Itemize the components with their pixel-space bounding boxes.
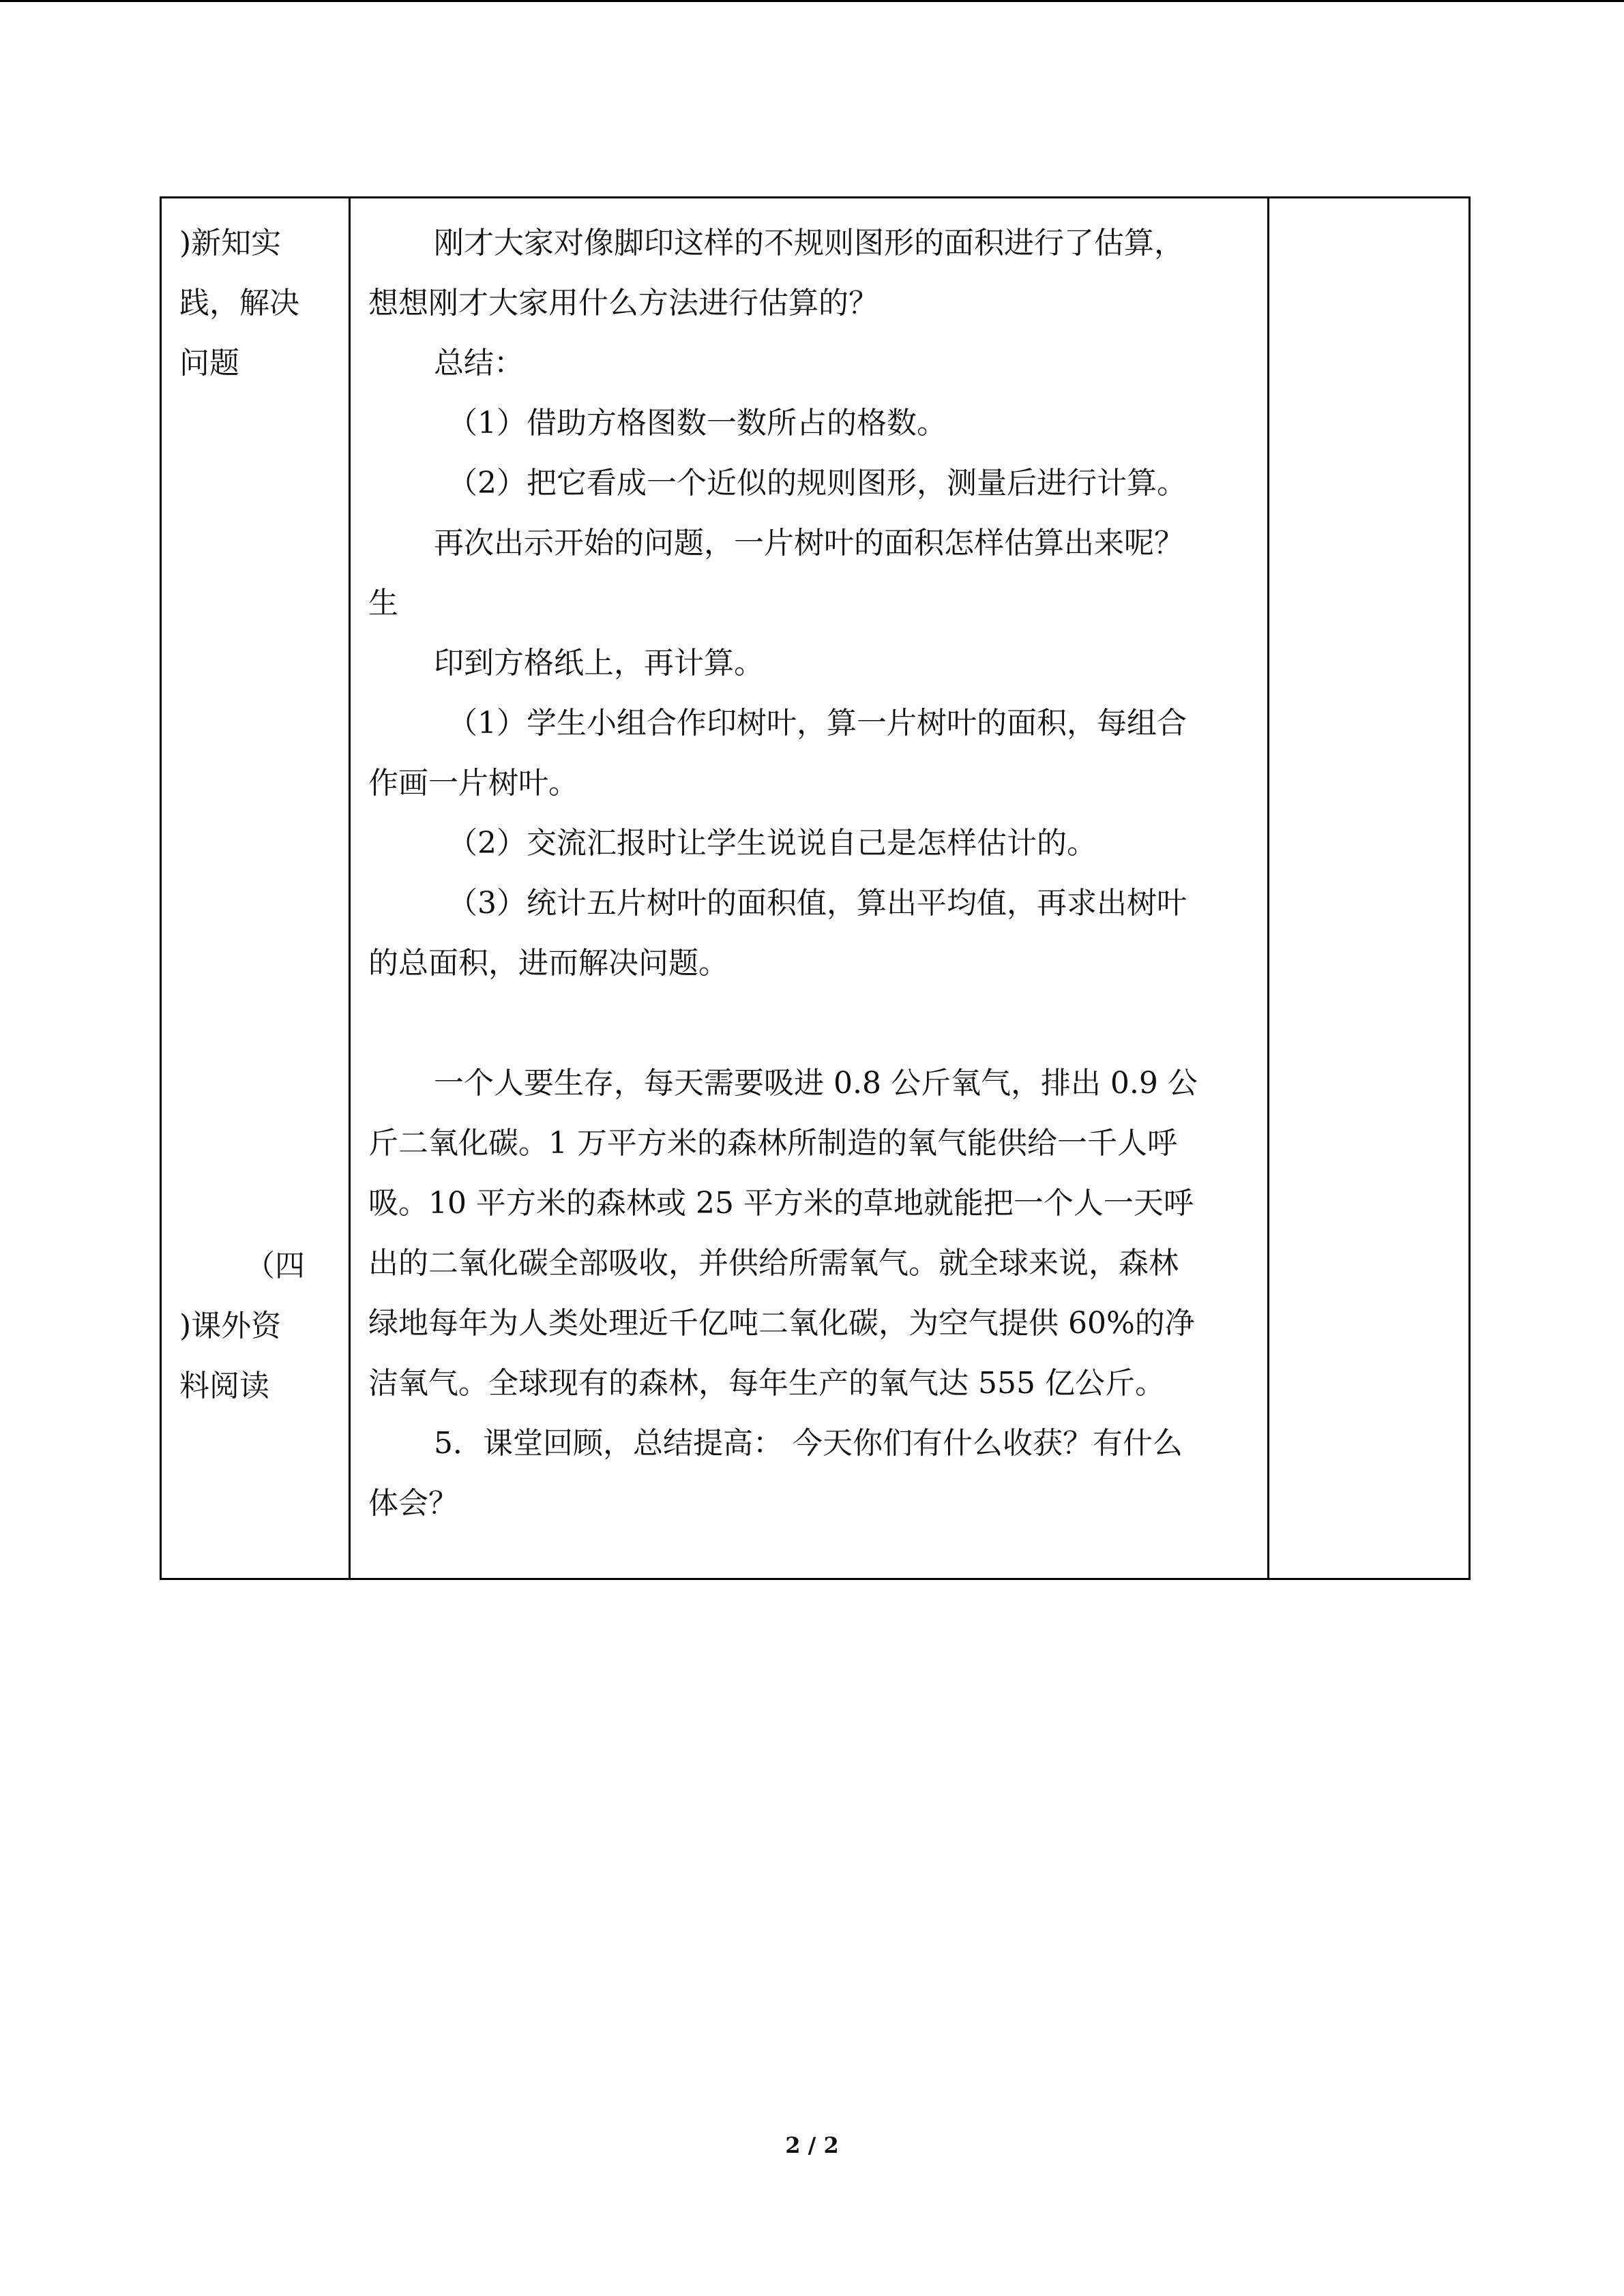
paragraph-line: 再次出示开始的问题，一片树叶的面积怎样估算出来呢？ [434,526,1184,561]
reading-line: 斤二氧化碳。1 万平方米的森林所制造的氧气能供给一千人呼 [368,1126,1177,1161]
reading-line: 出的二氧化碳全部吸收，并供给所需氧气。就全球来说，森林 [368,1246,1179,1281]
method-item: （2）把它看成一个近似的规则图形，测量后进行计算。 [447,466,1187,501]
notes-cell [1269,198,1470,1579]
reading-line: 吸。10 平方米的森林或 25 平方米的草地就能把一个人一天呼 [368,1186,1194,1221]
step-label-cell [161,198,350,1579]
review-line: 5．课堂回顾，总结提高： 今天你们有什么收获？有什么 [434,1426,1183,1461]
section-3-label: )新知实 践，解决 问题 [179,226,299,381]
lesson-plan-table [160,196,1471,1580]
review-line: 体会？ [368,1486,458,1521]
reading-line: 一个人要生存，每天需要吸进 0.8 公斤氧气，排出 0.9 公 [434,1066,1198,1101]
step-item: 作画一片树叶。 [368,766,578,801]
step-item: （2）交流汇报时让学生说说自己是怎样估计的。 [447,826,1097,861]
paragraph-line: 印到方格纸上，再计算。 [434,646,764,681]
step-item: （3）统计五片树叶的面积值，算出平均值，再求出树叶 [447,886,1187,921]
summary-label: 总结： [434,346,524,381]
paragraph-line: 刚才大家对像脚印这样的不规则图形的面积进行了估算， [434,226,1184,260]
paragraph-line: 想想刚才大家用什么方法进行估算的？ [368,286,879,320]
reading-line: 绿地每年为人类处理近千亿吨二氧化碳，为空气提供 60%的净 [368,1306,1195,1341]
step-item: （1）学生小组合作印树叶，算一片树叶的面积，每组合 [447,706,1187,741]
step-item: 的总面积，进而解决问题。 [368,946,728,981]
content-block [351,198,1267,1534]
reading-line: 洁氧气。全球现有的森林，每年生产的氧气达 555 亿公斤。 [368,1366,1165,1401]
table-row [161,198,1470,1579]
section-4-label: （四 )课外资 料阅读 [179,1249,305,1403]
method-item: （1）借助方格图数一数所占的格数。 [447,406,947,441]
page-number: 2 / 2 [785,2132,839,2158]
paragraph-line: 生 [368,586,398,621]
page-top-border [0,0,1624,2]
teaching-content-cell [350,198,1269,1579]
